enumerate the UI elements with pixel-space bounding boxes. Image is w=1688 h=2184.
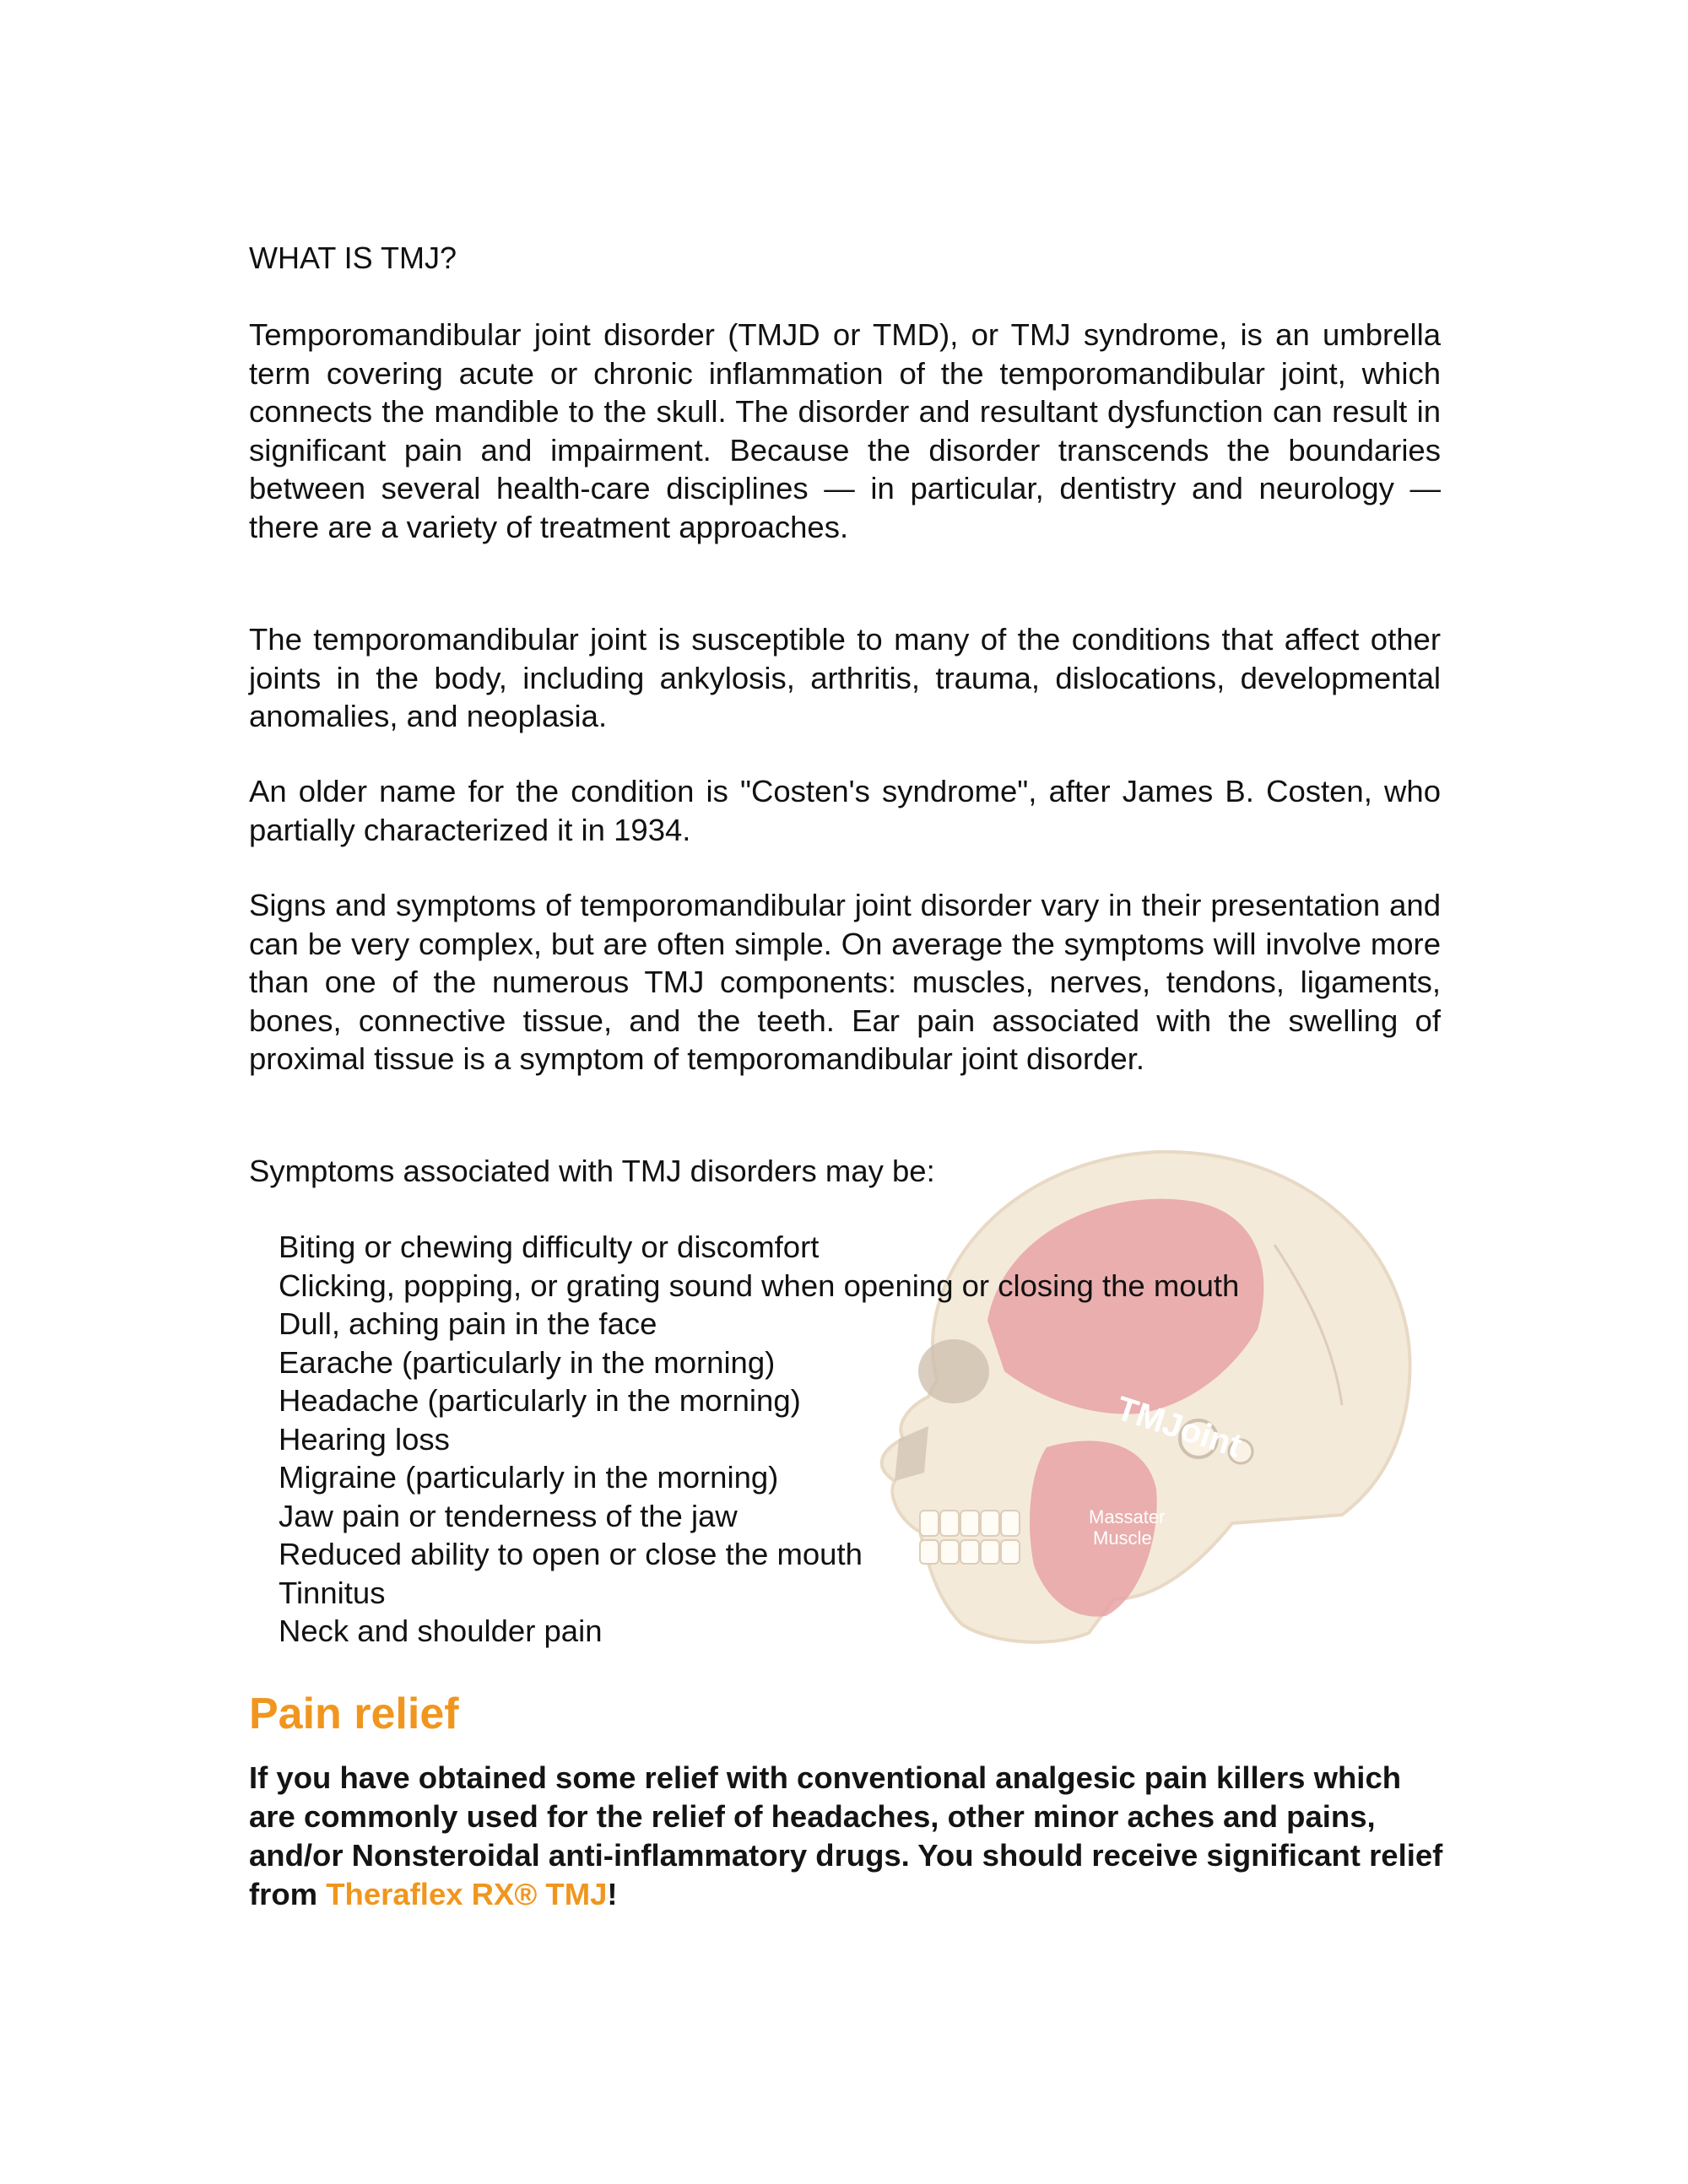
list-item: Biting or chewing difficulty or discomfort xyxy=(279,1230,820,1264)
list-item: Reduced ability to open or close the mouth xyxy=(279,1537,863,1571)
masseter-label-1: Massater xyxy=(1089,1506,1166,1527)
list-item: Earache (particularly in the morning) xyxy=(279,1344,776,1380)
list-item: Dull, aching pain in the face xyxy=(279,1306,657,1341)
symptom-list xyxy=(279,1228,1239,1651)
section-title-pain-relief: Pain relief xyxy=(249,1689,459,1738)
list-item: Jaw pain or tenderness of the jaw xyxy=(279,1498,738,1533)
masseter-label-2: Muscle xyxy=(1093,1527,1152,1549)
paragraph-history: An older name for the condition is "Costen's syndrome", after James B. Costen, who partially characterized it in 1934. xyxy=(249,774,1441,847)
paragraph-definition: Temporomandibular joint disorder (TMJD or TMD), or TMJ syndrome, is an umbrella term covering acute or chronic inflammation of the temporomandibular joint, which connects the mandible to the skull. The disorder and resultant dysfunction can result in significant pain and impairment. Because the disorder transcends the boundaries between several health-care disciplines — in particular, dentistry and neurology — there are a variety of treatment approaches. xyxy=(249,317,1441,544)
pain-relief-text xyxy=(249,1759,1447,1914)
page-heading: WHAT IS TMJ? xyxy=(249,241,457,275)
list-item: Headache (particularly in the morning) xyxy=(279,1383,801,1418)
list-item: Hearing loss xyxy=(279,1421,450,1457)
list-item: Tinnitus xyxy=(279,1575,386,1610)
relief-body: If you have obtained some relief with conventional analgesic pain killers which are commonly used for the relief of headaches, other minor aches and pains, and/or Nonsteroidal anti-inflammatory drugs. You should receive significant relief from xyxy=(249,1760,1443,1911)
relief-end: ! xyxy=(607,1877,618,1911)
paragraph-signs: Signs and symptoms of temporomandibular joint disorder vary in their presentation and can be very complex, but are often simple. On average the symptoms will involve more than one of the numerous TMJ components: muscles, nerves, tendons, ligaments, bones, connective tissue, and the teeth. Ear pain associated with the swelling of proximal tissue is a symptom of temporomandibular joint disorder. xyxy=(249,888,1441,1076)
list-item: Clicking, popping, or grating sound when opening or closing the mouth xyxy=(279,1268,1240,1303)
list-item: Neck and shoulder pain xyxy=(279,1614,603,1648)
list-item: Migraine (particularly in the morning) xyxy=(279,1460,779,1495)
paragraph-conditions: The temporomandibular joint is susceptible to many of the conditions that affect other joints in the body, including ankylosis, arthritis, trauma, dislocations, developmental anomalies, and neoplasia. xyxy=(249,622,1441,733)
symptoms-intro: Symptoms associated with TMJ disorders may be: xyxy=(249,1154,935,1188)
product-name: Theraflex RX® TMJ xyxy=(326,1877,608,1911)
tmjoint-label: TMJoint xyxy=(1112,1389,1247,1465)
